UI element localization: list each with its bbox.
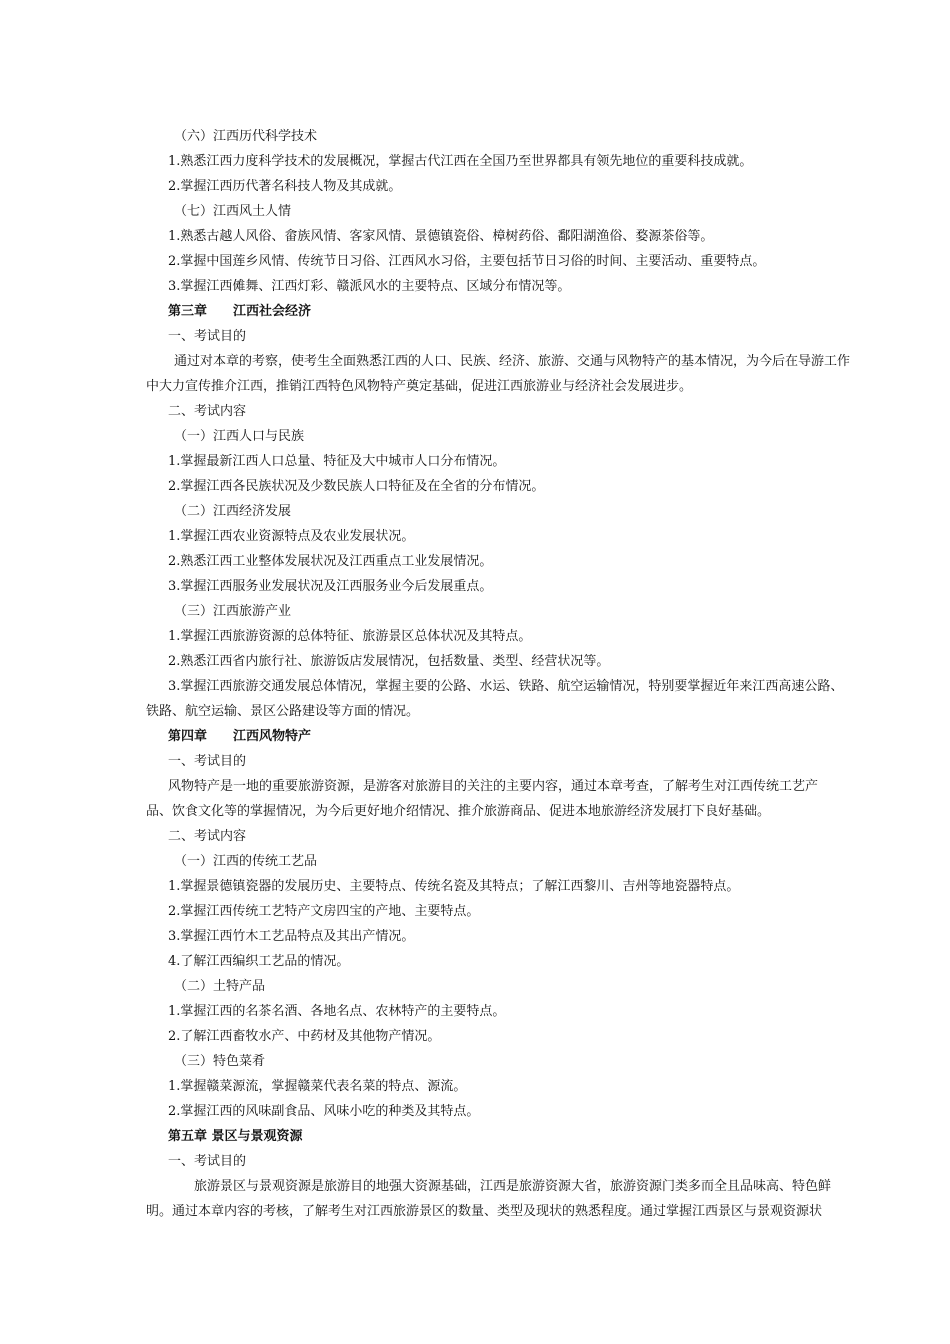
list-item: 2.掌握江西各民族状况及少数民族人口特征及在全省的分布情况。 <box>168 479 545 494</box>
list-item: 1.掌握最新江西人口总量、特征及大中城市人口分布情况。 <box>168 454 506 469</box>
paragraph-line: 品、饮食文化等的掌握情况，为今后更好地介绍情况、推介旅游商品、促进本地旅游经济发展打下良好基础。 <box>146 804 771 819</box>
list-item: 2.掌握江西传统工艺特产文房四宝的产地、主要特点。 <box>168 904 480 919</box>
list-item: 2.掌握江西的风味副食品、风味小吃的种类及其特点。 <box>168 1104 480 1119</box>
paragraph-line: 中大力宣传推介江西，推销江西特色风物特产奠定基础，促进江西旅游业与经济社会发展进步。 <box>146 379 693 394</box>
subheading: 二、考试内容 <box>168 404 247 419</box>
section-title: （一）江西人口与民族 <box>174 429 305 444</box>
section-title: （二）江西经济发展 <box>174 504 292 519</box>
list-item: 1.掌握江西农业资源特点及农业发展状况。 <box>168 529 415 544</box>
list-item: 1.掌握景德镇瓷器的发展历史、主要特点、传统名瓷及其特点；了解江西黎川、吉州等地瓷器特点。 <box>168 879 740 894</box>
section-title: （一）江西的传统工艺品 <box>174 854 318 869</box>
list-item: 1.熟悉古越人风俗、畲族风情、客家风情、景德镇瓷俗、樟树药俗、鄱阳湖渔俗、婺源茶俗等。 <box>168 229 714 244</box>
section-title: （六）江西历代科学技术 <box>174 129 318 144</box>
list-item: 1.熟悉江西力度科学技术的发展概况，掌握古代江西在全国乃至世界都具有领先地位的重要科技成就。 <box>168 154 753 169</box>
chapter-title: 江西社会经济 <box>233 304 312 319</box>
chapter-number: 第三章 <box>168 304 208 319</box>
subheading: 二、考试内容 <box>168 829 247 844</box>
list-item: 3.掌握江西服务业发展状况及江西服务业今后发展重点。 <box>168 579 493 594</box>
chapter-heading <box>168 728 311 746</box>
list-item: 1.掌握赣菜源流，掌握赣菜代表名菜的特点、源流。 <box>168 1079 467 1094</box>
chapter-heading: 第五章 景区与景观资源 <box>168 1129 303 1144</box>
paragraph-line: 风物特产是一地的重要旅游资源，是游客对旅游目的关注的主要内容，通过本章考查，了解考生对江西传统工艺产 <box>168 779 819 794</box>
list-item: 2.熟悉江西工业整体发展状况及江西重点工业发展情况。 <box>168 554 493 569</box>
list-item: 3.掌握江西旅游交通发展总体情况，掌握主要的公路、水运、铁路、航空运输情况，特别要掌握近年来江西高速公路、 <box>168 679 844 694</box>
list-item: 3.掌握江西傩舞、江西灯彩、赣派风水的主要特点、区域分布情况等。 <box>168 279 571 294</box>
list-item-continuation: 铁路、航空运输、景区公路建设等方面的情况。 <box>146 704 420 719</box>
subheading: 一、考试目的 <box>168 329 247 344</box>
section-title: （三）江西旅游产业 <box>174 604 292 619</box>
section-title: （三）特色菜肴 <box>174 1054 266 1069</box>
list-item: 1.掌握江西旅游资源的总体特征、旅游景区总体状况及其特点。 <box>168 629 532 644</box>
paragraph-line: 通过对本章的考察，使考生全面熟悉江西的人口、民族、经济、旅游、交通与风物特产的基本情况，为今后在导游工作 <box>174 354 851 369</box>
section-title: （七）江西风土人情 <box>174 204 292 219</box>
list-item: 2.掌握江西历代著名科技人物及其成就。 <box>168 179 402 194</box>
paragraph-line: 旅游景区与景观资源是旅游目的地强大资源基础，江西是旅游资源大省，旅游资源门类多而全且品味高、特色鲜 <box>194 1179 832 1194</box>
section-title: （二）土特产品 <box>174 979 266 994</box>
chapter-number: 第四章 <box>168 729 208 744</box>
list-item: 4.了解江西编织工艺品的情况。 <box>168 954 350 969</box>
subheading: 一、考试目的 <box>168 754 247 769</box>
subheading: 一、考试目的 <box>168 1154 247 1169</box>
chapter-heading <box>168 303 311 321</box>
list-item: 3.掌握江西竹木工艺品特点及其出产情况。 <box>168 929 415 944</box>
list-item: 2.掌握中国莲乡风情、传统节日习俗、江西风水习俗，主要包括节日习俗的时间、主要活动、重要特点。 <box>168 254 766 269</box>
chapter-title: 江西风物特产 <box>233 729 312 744</box>
paragraph-line: 明。通过本章内容的考核，了解考生对江西旅游景区的数量、类型及现状的熟悉程度。通过掌握江西景区与景观资源状 <box>146 1204 823 1219</box>
list-item: 2.熟悉江西省内旅行社、旅游饭店发展情况，包括数量、类型、经营状况等。 <box>168 654 610 669</box>
list-item: 1.掌握江西的名茶名酒、各地名点、农林特产的主要特点。 <box>168 1004 506 1019</box>
list-item: 2.了解江西畜牧水产、中药材及其他物产情况。 <box>168 1029 441 1044</box>
